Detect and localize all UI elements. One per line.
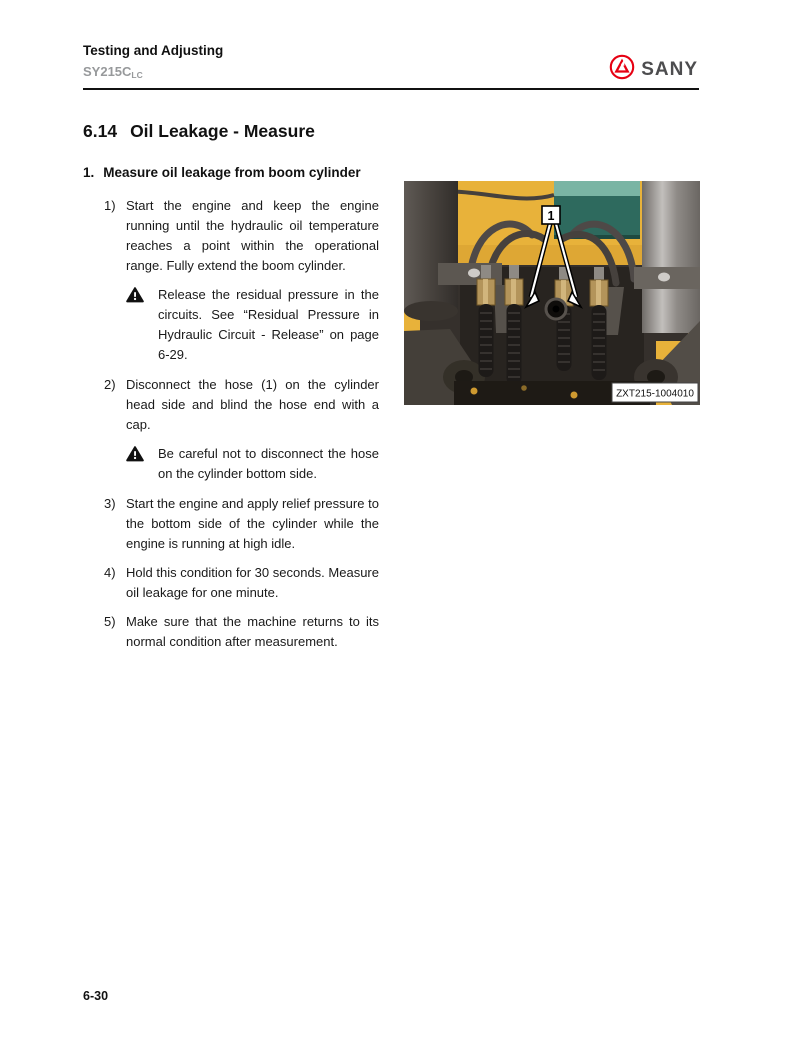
procedure-step (104, 494, 379, 554)
procedure-step (104, 563, 379, 603)
procedure-step (104, 375, 379, 435)
step-text: Start the engine and apply relief pressure to the bottom side of the cylinder while the engine is running at high idle. (126, 496, 379, 551)
figure-label-text: ZXT215-1004010 (616, 388, 694, 400)
figure-photo (404, 181, 700, 405)
step-number: 1) (104, 198, 116, 213)
chapter-title: Testing and Adjusting (83, 43, 224, 58)
procedure-heading (83, 165, 361, 180)
step-text: Disconnect the hose (1) on the cylinder head side and blind the hose end with a cap. (126, 377, 379, 432)
warning-note (126, 444, 379, 484)
figure-callout-1 (542, 206, 560, 224)
step-text: Start the engine and keep the engine running until the hydraulic oil temperature reaches a point within the operational range. Fully extend the boom cylinder. (126, 198, 379, 273)
step-text: Make sure that the machine returns to its normal condition after measurement. (126, 614, 379, 649)
procedure-step (104, 612, 379, 652)
model-number-subscript: LC (131, 70, 143, 80)
figure-label (612, 383, 698, 402)
warning-note (126, 285, 379, 365)
warning-icon (126, 444, 156, 484)
warning-text: Be careful not to disconnect the hose on the cylinder bottom side. (158, 446, 379, 481)
section-title (83, 121, 315, 142)
sany-logo (609, 54, 698, 85)
procedure-step (104, 196, 379, 276)
section-title-text: Oil Leakage - Measure (130, 121, 315, 141)
step-number: 3) (104, 496, 116, 511)
sany-logo-icon (609, 54, 635, 85)
brand-text: SANY (641, 58, 698, 80)
step-number: 4) (104, 565, 116, 580)
warning-icon (126, 285, 156, 365)
model-number (83, 64, 143, 79)
warning-text: Release the residual pressure in the circuits. See “Residual Pressure in Hydraulic Circuit - Release” on page 6-29. (158, 287, 379, 362)
section-number: 6.14 (83, 121, 118, 141)
header-divider (83, 88, 699, 90)
step-number: 5) (104, 614, 116, 629)
page-number: 6-30 (83, 989, 109, 1003)
step-text: Hold this condition for 30 seconds. Measure oil leakage for one minute. (126, 565, 379, 600)
model-number-main: SY215C (83, 64, 132, 79)
procedure-heading-number: 1. (83, 165, 95, 180)
procedure-heading-text: Measure oil leakage from boom cylinder (103, 165, 361, 180)
figure-callout-number: 1 (547, 209, 555, 223)
step-number: 2) (104, 377, 116, 392)
procedure-steps (104, 196, 379, 661)
